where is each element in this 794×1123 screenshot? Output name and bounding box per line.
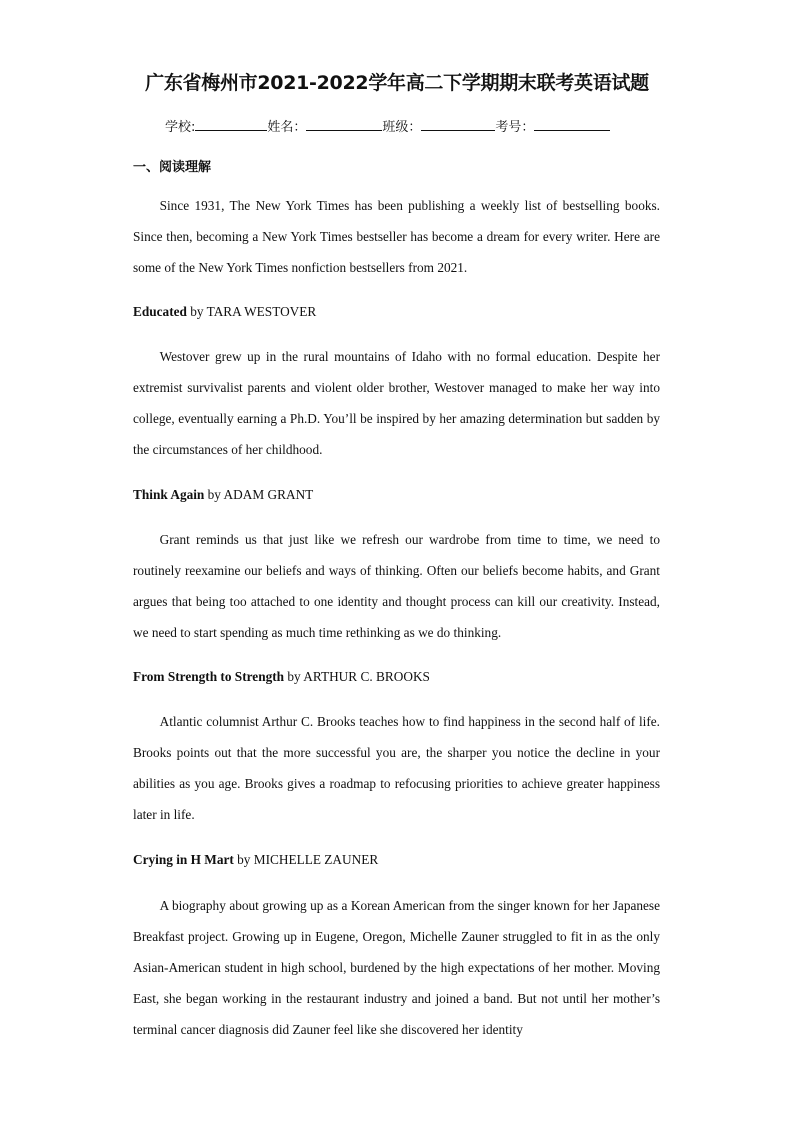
book-title: From Strength to Strength	[133, 669, 285, 684]
book-byline: by MICHELLE ZAUNER	[233, 852, 379, 867]
book-heading-1	[133, 304, 660, 320]
student-info-line	[165, 116, 645, 135]
name-label: 姓名：	[267, 120, 307, 135]
book-title: Educated	[133, 304, 187, 319]
book-description-4: A biography about growing up as a Korean American from the singer known for her Japanese Breakfast project. Growing up in Eugene, Oregon, Michelle Zauner struggled to fit in as the only Asian-American student in high school, burdened by the high expectations of her mother. Moving East, she began working in the restaurant industry and joined a band. But not until her mother’s terminal cancer diagnosis did Zauner feel like she discovered her identity	[133, 898, 660, 1037]
book-byline: by ADAM GRANT	[204, 487, 314, 502]
class-label: 班级：	[382, 120, 422, 135]
class-blank	[421, 118, 495, 131]
name-blank	[306, 118, 382, 131]
school-label: 学校:	[165, 120, 196, 135]
book-title: Think Again	[133, 487, 205, 502]
book-byline: by ARTHUR C. BROOKS	[284, 669, 430, 684]
exam-number-blank	[534, 118, 610, 131]
page-title: 广东省梅州市2021-2022学年高二下学期期末联考英语试题	[145, 72, 649, 94]
book-heading-2	[133, 487, 660, 503]
book-title: Crying in H Mart	[133, 852, 234, 867]
book-description-3: Atlantic columnist Arthur C. Brooks teaches how to find happiness in the second half of life. Brooks points out that the more successful you are, the sharper you notice the decline in your abilities as you age. Brooks gives a roadmap to refocusing priorities to achieve greater happiness later in life.	[133, 714, 660, 822]
book-byline: by TARA WESTOVER	[186, 304, 317, 319]
exam-number-label: 考号：	[495, 120, 535, 135]
section-title: 一、阅读理解	[133, 160, 212, 175]
book-heading-3	[133, 669, 660, 685]
book-description-1: Westover grew up in the rural mountains of Idaho with no formal education. Despite her extremist survivalist parents and violent older brother, Westover managed to make her way into college, eventually earning a Ph.D. You’ll be inspired by her amazing determination but sadden by the circumstances of her childhood.	[133, 349, 660, 457]
intro-paragraph: Since 1931, The New York Times has been publishing a weekly list of bestselling books. Since then, becoming a New York Times bestseller has become a dream for every writer. Here are some of the New York Times nonfiction bestsellers from 2021.	[133, 198, 660, 275]
school-blank	[195, 118, 267, 131]
book-heading-4	[133, 852, 660, 868]
book-description-2: Grant reminds us that just like we refresh our wardrobe from time to time, we need to routinely reexamine our beliefs and ways of thinking. Often our beliefs become habits, and Grant argues that being too attached to one identity and thought process can kill our creativity. Instead, we need to start spending as much time rethinking as we do thinking.	[133, 532, 660, 640]
